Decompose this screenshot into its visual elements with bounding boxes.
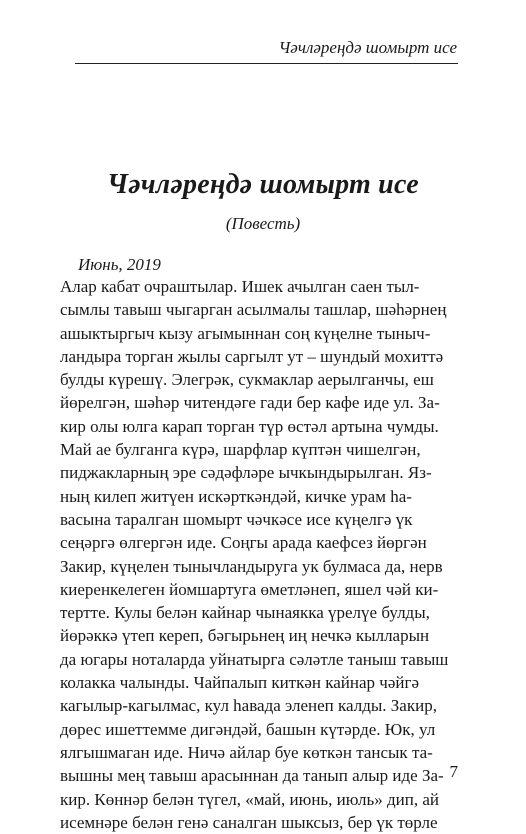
text-line: Закир, күңелен тынычландыруга ук булмаса да, нерв	[60, 556, 443, 576]
text-line: ның килеп житүен искәрткәндәй, кичке урам һа-	[60, 486, 412, 506]
body-text	[60, 275, 458, 834]
text-line: исемнәре белән генә саналган шыксыз, бер үк төрле	[60, 812, 438, 832]
text-line: сеңәргә өлгергән иде. Соңгы арада каефсез йөргән	[60, 533, 427, 553]
chapter-title: Чәчләреңдә шомырт исе	[107, 169, 419, 200]
text-line: да югары ноталарда уйнатырга сәләтле таныш тавыш	[60, 649, 449, 669]
text-line: ашыктыргыч кызу агымыннан соң күңелне тыныч-	[60, 323, 431, 343]
text-line: кир олы юлга карап торган түр өстәл артына чумды.	[60, 416, 439, 436]
text-line: колакка чалынды. Чайпалып киткән кайнар чәйгә	[60, 673, 420, 693]
text-line: васына таралган шомырт чәчкәсе исе күңелгә үк	[60, 509, 413, 529]
text-line: кагылыр-кагылмас, кул һавада эленеп калды. Закир,	[60, 696, 437, 716]
running-head: Чәчләреңдә шомырт исе	[278, 38, 457, 57]
page-number: 7	[449, 762, 458, 781]
text-line: дөрес ишеттемме дигәндәй, башын күтәрде. Юк, ул	[60, 719, 436, 739]
text-line: пиджакларның эре сәдәфләре ычкындырылган. Яз-	[60, 463, 432, 483]
text-line: сымлы тавыш чыгарган асылмалы ташлар, шәһәрнең	[60, 300, 447, 320]
text-line: ландыра торган жылы саргылт ут – шундый мохиттә	[60, 346, 444, 366]
text-line: тертте. Кулы белән кайнар чынаякка үрелүе булды,	[60, 603, 430, 623]
text-line: булды күрешү. Элегрәк, сукмаклар аерылганчы, еш	[60, 370, 434, 390]
text-line: йөрәккә үтеп кереп, бәгырьнең иң нечкә кылларын	[60, 626, 430, 646]
text-line: ялгышмаган иде. Ничә айлар буе көткән тансык та-	[60, 742, 433, 762]
text-line: киеренкелеген йомшартуга өметләнеп, яшел чәй ки-	[60, 579, 439, 599]
text-line: Алар кабат очраштылар. Ишек ачылган саен тыл-	[60, 277, 420, 296]
chapter-subtitle: (Повесть)	[225, 214, 301, 233]
entry-date: Июнь, 2019	[78, 255, 161, 274]
text-line: йөрелгән, шәһәр читендәге гади бер кафе иде ул. За-	[60, 393, 440, 413]
text-line: Май ае булганга күрә, шарфлар күптән чишелгән,	[60, 440, 421, 460]
text-line: кир. Көннәр белән түгел, «май, июнь, июль» дип, ай	[60, 789, 440, 809]
text-line: вышны мең тавыш арасыннан да танып алыр иде За-	[60, 766, 444, 786]
header-rule	[75, 63, 458, 64]
